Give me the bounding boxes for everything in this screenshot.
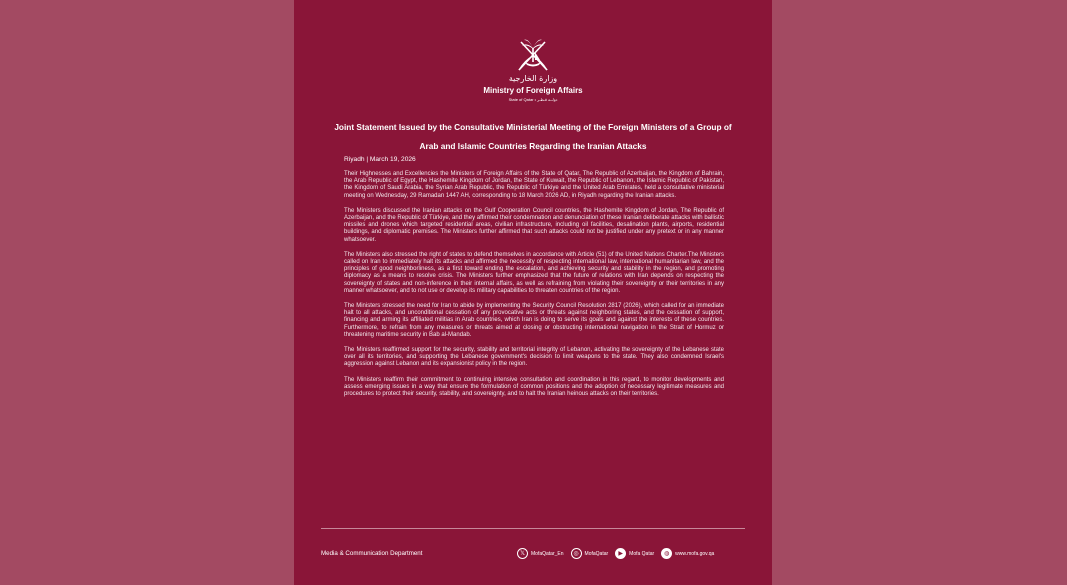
statement-document bbox=[294, 0, 772, 585]
youtube-icon: ▶ bbox=[615, 548, 626, 559]
x-icon: 𝕏 bbox=[517, 548, 528, 559]
globe-icon: ◍ bbox=[661, 548, 672, 559]
social-website-label: www.mofa.gov.qa bbox=[675, 550, 715, 557]
social-x-label: MofaQatar_En bbox=[531, 550, 564, 557]
statement-date: Riyadh | March 19, 2026 bbox=[344, 156, 416, 163]
social-instagram-label: MofaQatar bbox=[584, 550, 609, 557]
social-website[interactable] bbox=[661, 548, 714, 559]
paragraph-1: Their Highnesses and Excellencies the Ministers of Foreign Affairs of the State of Qatar, The Republic of Azerbaijan, the Kingdom of Bahrain, the Arab Republic of Egypt, the Hashemite Kingdom of Jordan, the State of Kuwait, the Republic of Lebanon, the Islamic Republic of Pakistan, the Kingdom of Saudi Arabia, the Syrian Arab Republic, the Republic of Türkiye and the United Arab Emirates, held a consultative ministerial meeting on Wednesday, 29 Ramadan 1447 AH, corresponding to 18 March 2026 AD, in Riyadh regarding the Iranian attacks. bbox=[344, 171, 724, 199]
emblem-icon bbox=[513, 34, 553, 74]
paragraph-5: The Ministers reaffirmed support for the security, stability and territorial integrity of Lebanon, activating the sovereignty of the Lebanese state over all its territories, and supporting the Lebanese government's decision to limit weapons to the state. They also condemned Israel's aggression against Lebanon and its expansionist policy in the region. bbox=[344, 347, 724, 368]
instagram-icon: ◎ bbox=[571, 548, 582, 559]
paragraph-6: The Ministers reaffirm their commitment to continuing intensive consultation and coordination in this regard, to monitor developments and assess emerging issues in a way that ensure the formulation of common positions and the adoption of necessary legitimate measures and procedures to protect their security, stability, and sovereignty, and to halt the Iranian heinous attacks on their territories. bbox=[344, 376, 724, 398]
state-of-qatar-label: State of Qatar • دولــة قـطـر bbox=[508, 97, 558, 102]
statement-title: Joint Statement Issued by the Consultative Ministerial Meeting of the Foreign Ministers of a Group of Arab and Islamic Countries Regarding the Iranian Attacks bbox=[334, 122, 732, 151]
social-instagram[interactable] bbox=[571, 548, 609, 559]
statement-body bbox=[344, 171, 724, 406]
paragraph-2: The Ministers discussed the Iranian attacks on the Gulf Cooperation Council countries, the Hashemite Kingdom of Jordan, The Republic of Azerbaijan, and the Republic of Türkiye, and they affirmed their condemnation and denunciation of these Iranian deliberate attacks with ballistic missiles and drones which targeted residential areas, civilian infrastructure, including oil facilities, desalination plants, airports, residential buildings, and diplomatic premises. The Ministers further affirmed that such attacks could not be justified under any pretext or in any manner whatsoever. bbox=[344, 207, 724, 243]
footer-divider bbox=[321, 528, 745, 529]
footer-department: Media & Communication Department bbox=[321, 550, 423, 557]
paragraph-3: The Ministers also stressed the right of states to defend themselves in accordance with Article (51) of the United Nations Charter.The Ministers called on Iran to immediately halt its attacks and affirmed the necessity of respecting international law, international humanitarian law, and the principles of good neighborliness, as a first toward ending the escalation, and achieving security and stability in the region, and promoting diplomacy as a means to resolve crisis. The Ministers further emphasized that the future of relations with Iran depends on respecting the sovereignty of states and non-inference in their internal affairs, as well as refraining from violating their sovereignty or their territories in any manner whatsoever, and to not use or develop its military capabilities to threaten countries of the region. bbox=[344, 251, 724, 294]
qatar-emblem bbox=[294, 34, 772, 74]
social-links bbox=[517, 548, 714, 559]
social-x[interactable] bbox=[517, 548, 564, 559]
social-youtube-label: Mofa Qatar bbox=[629, 550, 655, 557]
paragraph-4: The Ministers stressed the need for Iran to abide by implementing the Security Council Resolution 2817 (2026), which called for an immediate halt to all attacks, and unconditional cessation of any provocative acts or threats against neighboring states, and the cessation of support, financing and arming its affiliated militias in Arab countries, which Iran is doing to serve its goals and against the interests of these countries. Furthermore, to refrain from any measures or threats aimed at closing or obstructing international navigation in the Strait of Hormuz or threatening maritime security in Bab al-Mandab. bbox=[344, 303, 724, 338]
ministry-name: Ministry of Foreign Affairs bbox=[483, 86, 583, 95]
ministry-arabic-name: وزارة الخارجية bbox=[508, 74, 558, 83]
social-youtube[interactable] bbox=[615, 548, 654, 559]
